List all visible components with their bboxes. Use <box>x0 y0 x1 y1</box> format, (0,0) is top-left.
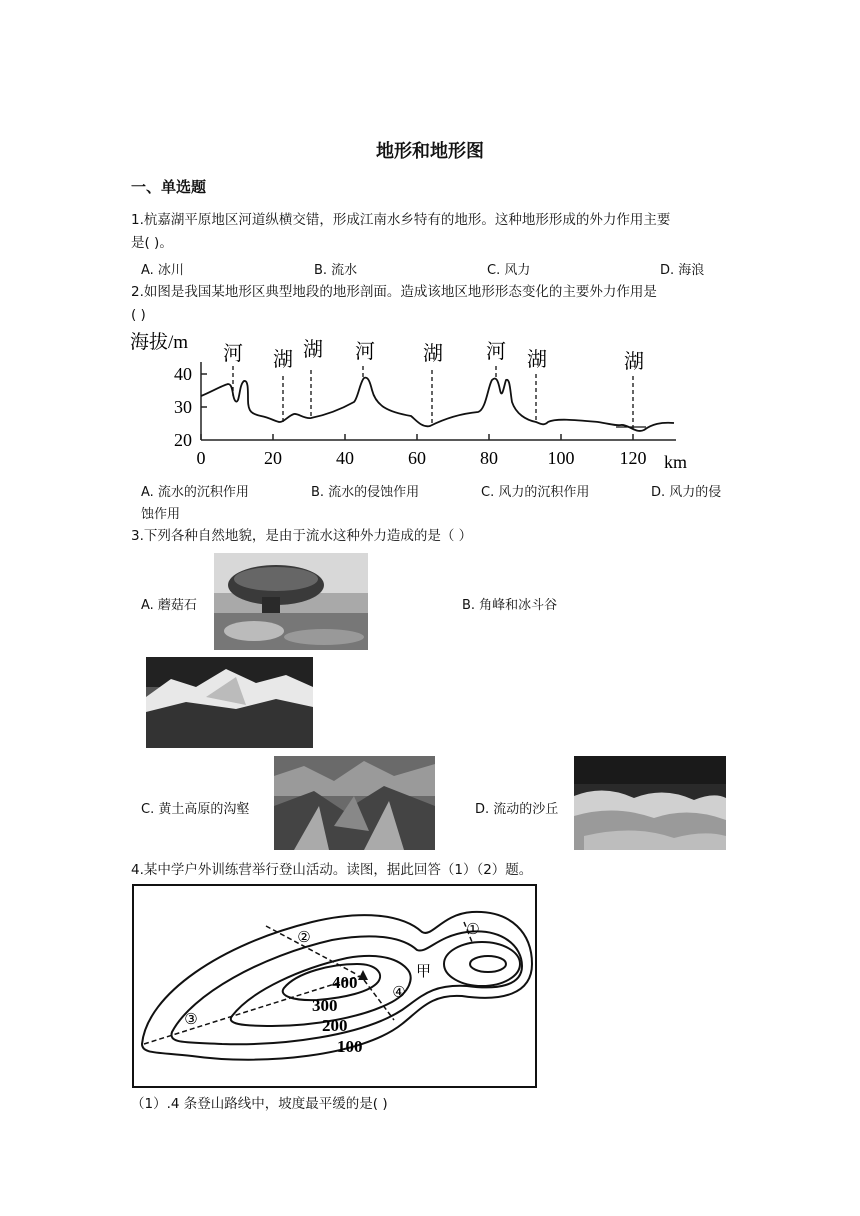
q3-option-b[interactable]: B. 角峰和冰斗谷 <box>462 598 558 613</box>
profile-xtick-40: 40 <box>336 448 354 468</box>
profile-label-river-3: 河 <box>486 339 506 363</box>
profile-ylabel: 海拔/m <box>130 332 189 353</box>
sand-dune-photo <box>574 756 726 850</box>
profile-xtick-80: 80 <box>480 448 498 468</box>
q3-text: 3.下列各种自然地貌，是由于流水这种外力造成的是（ ） <box>131 528 473 544</box>
route-2-label: ② <box>297 928 311 946</box>
contour-label-400: 400 <box>332 973 358 992</box>
contour-label-100: 100 <box>337 1037 363 1056</box>
profile-label-lake-5: 湖 <box>624 349 644 373</box>
q1-option-a[interactable]: A. 冰川 <box>141 263 184 278</box>
q3-option-a[interactable]: A. 蘑菇石 <box>141 598 197 613</box>
q1-text-line2: 是( )。 <box>131 235 173 251</box>
q1-option-c[interactable]: C. 风力 <box>487 263 531 278</box>
profile-ytick-40: 40 <box>174 364 192 384</box>
route-3-label: ③ <box>184 1010 198 1028</box>
profile-xtick-120: 120 <box>619 448 647 468</box>
page-title: 地形和地形图 <box>376 141 484 162</box>
q1-option-d[interactable]: D. 海浪 <box>660 263 705 278</box>
contour-label-300: 300 <box>312 996 338 1015</box>
profile-label-lake-1: 湖 <box>273 347 293 371</box>
route-1-label: ① <box>466 920 480 938</box>
section-heading: 一、单选题 <box>131 178 207 196</box>
profile-xtick-20: 20 <box>264 448 282 468</box>
profile-label-river-2: 河 <box>355 339 375 363</box>
profile-label-lake-2: 湖 <box>303 337 323 361</box>
q3-option-d[interactable]: D. 流动的沙丘 <box>475 802 559 817</box>
profile-xunit: km <box>664 452 688 472</box>
profile-ytick-20: 20 <box>174 430 192 450</box>
profile-xtick-60: 60 <box>408 448 426 468</box>
route-4-label: ④ <box>392 983 406 1001</box>
q2-text-line2: ( ) <box>131 307 146 323</box>
q2-option-d[interactable]: D. 风力的侵 <box>651 485 722 500</box>
q3-option-c[interactable]: C. 黄土高原的沟壑 <box>141 802 250 817</box>
q4-sub1-text: （1）.4 条登山路线中，坡度最平缓的是( ) <box>131 1096 388 1112</box>
q2-text-line1: 2.如图是我国某地形区典型地段的地形剖面。造成该地区地形形态变化的主要外力作用是 <box>131 284 657 300</box>
profile-ytick-30: 30 <box>174 397 192 417</box>
q1-option-b[interactable]: B. 流水 <box>314 263 358 278</box>
contour-label-200: 200 <box>322 1016 348 1035</box>
terrain-profile-chart <box>126 326 696 476</box>
place-jia-label: 甲 <box>416 962 432 980</box>
profile-label-river-1: 河 <box>223 341 243 365</box>
mushroom-rock-photo <box>214 553 368 650</box>
profile-xtick-100: 100 <box>547 448 575 468</box>
loess-gully-photo <box>274 756 435 850</box>
q2-option-c[interactable]: C. 风力的沉积作用 <box>481 485 590 500</box>
profile-label-lake-3: 湖 <box>423 341 443 365</box>
profile-label-lake-4: 湖 <box>527 347 547 371</box>
profile-xtick-0: 0 <box>196 448 206 468</box>
horn-peak-photo <box>146 657 313 748</box>
q1-text-line1: 1.杭嘉湖平原地区河道纵横交错，形成江南水乡特有的地形。这种地形形成的外力作用主要 <box>131 212 671 228</box>
profile-terrain-line <box>201 378 674 431</box>
q2-option-d-wrap: 蚀作用 <box>141 507 181 522</box>
contour-map <box>132 884 537 1088</box>
q2-option-b[interactable]: B. 流水的侵蚀作用 <box>311 485 420 500</box>
q4-text: 4.某中学户外训练营举行登山活动。读图，据此回答（1）（2）题。 <box>131 862 533 878</box>
q2-option-a[interactable]: A. 流水的沉积作用 <box>141 485 249 500</box>
